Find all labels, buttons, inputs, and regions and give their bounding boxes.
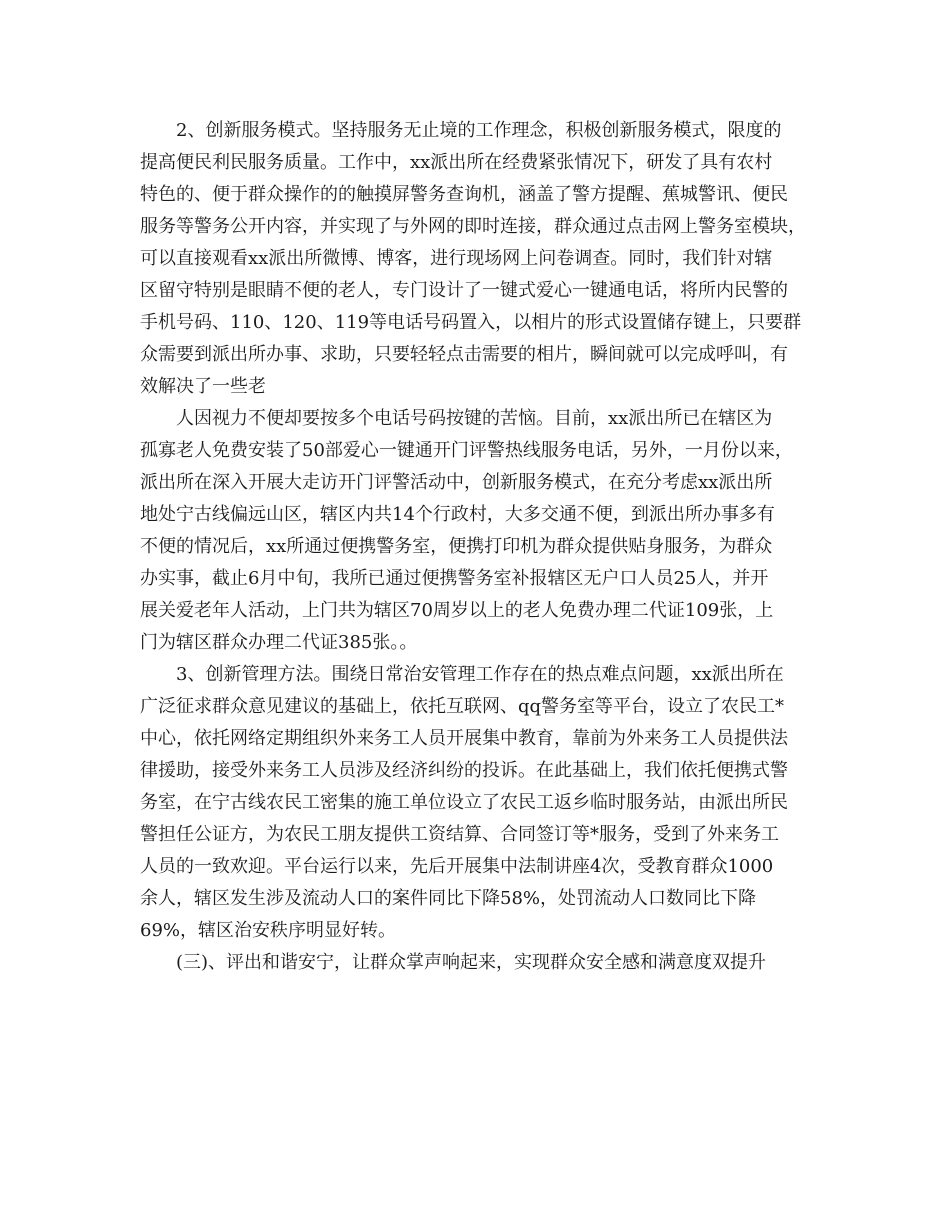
paragraph-3-line-5: 务室，在宁古线农民工密集的施工单位设立了农民工返乡临时服务站，由派出所民 xyxy=(140,792,788,813)
paragraph-elderly-line-8: 门为辖区群众办理二代证385张。。 xyxy=(140,632,418,653)
paragraph-elderly-line-6: 办实事，截止6月中旬，我所已通过便携警务室补报辖区无户口人员25人，并开 xyxy=(140,568,769,589)
paragraph-2-line-7: 手机号码、110、120、119等电话号码置入，以相片的形式设置储存键上，只要群 xyxy=(140,312,802,333)
paragraph-3-line-6: 警担任公证方，为农民工朋友提供工资结算、合同签订等*服务，受到了外来务工 xyxy=(140,824,779,845)
paragraph-elderly-line-3: 派出所在深入开展大走访开门评警活动中，创新服务模式，在充分考虑xx派出所 xyxy=(140,472,773,493)
section-heading-3: (三)、评出和谐安宁，让群众掌声响起来，实现群众安全感和满意度双提升 xyxy=(176,952,767,973)
paragraph-2-line-5: 可以直接观看xx派出所微博、博客，进行现场网上问卷调查。同时，我们针对辖 xyxy=(140,248,773,269)
paragraph-3-line-2: 广泛征求群众意见建议的基础上，依托互联网、qq警务室等平台，设立了农民工* xyxy=(140,696,785,717)
paragraph-2-line-9: 效解决了一些老 xyxy=(140,376,266,397)
paragraph-3-line-4: 律援助，接受外来务工人员涉及经济纠纷的投诉。在此基础上，我们依托便携式警 xyxy=(140,760,788,781)
paragraph-elderly-line-7: 展关爱老年人活动，上门共为辖区70周岁以上的老人免费办理二代证109张，上 xyxy=(140,600,774,621)
paragraph-2-line-2: 提高便民利民服务质量。工作中，xx派出所在经费紧张情况下，研发了具有农村 xyxy=(140,152,773,173)
paragraph-3-line-9: 69%，辖区治安秩序明显好转。 xyxy=(140,920,397,941)
paragraph-2-line-6: 区留守特别是眼睛不便的老人，专门设计了一键式爱心一键通电话，将所内民警的 xyxy=(140,280,788,301)
paragraph-elderly-line-4: 地处宁古线偏远山区，辖区内共14个行政村，大多交通不便，到派出所办事多有 xyxy=(140,504,775,525)
paragraph-elderly-line-2: 孤寡老人免费安装了50部爱心一键通开门评警热线服务电话，另外，一月份以来， xyxy=(140,440,793,461)
paragraph-elderly-line-5: 不便的情况后，xx所通过便携警务室，便携打印机为群众提供贴身服务，为群众 xyxy=(140,536,773,557)
paragraph-2-line-8: 众需要到派出所办事、求助，只要轻轻点击需要的相片，瞬间就可以完成呼叫，有 xyxy=(140,344,788,365)
paragraph-3-line-1: 3、创新管理方法。围绕日常治安管理工作存在的热点难点问题，xx派出所在 xyxy=(176,664,784,685)
paragraph-2-line-3: 特色的、便于群众操作的的触摸屏警务查询机，涵盖了警方提醒、蕉城警讯、便民 xyxy=(140,184,788,205)
paragraph-2-line-1: 2、创新服务模式。坚持服务无止境的工作理念，积极创新服务模式，限度的 xyxy=(176,120,782,141)
paragraph-3-line-3: 中心，依托网络定期组织外来务工人员开展集中教育，靠前为外来务工人员提供法 xyxy=(140,728,788,749)
paragraph-2-line-4: 服务等警务公开内容，并实现了与外网的即时连接，群众通过点击网上警务室模块， xyxy=(140,216,806,237)
paragraph-3-line-7: 人员的一致欢迎。平台运行以来，先后开展集中法制讲座4次，受教育群众1000 xyxy=(140,856,774,877)
paragraph-elderly-line-1: 人因视力不便却要按多个电话号码按键的苦恼。目前，xx派出所已在辖区为 xyxy=(176,408,773,429)
paragraph-3-line-8: 余人，辖区发生涉及流动人口的案件同比下降58%，处罚流动人口数同比下降 xyxy=(140,888,757,909)
